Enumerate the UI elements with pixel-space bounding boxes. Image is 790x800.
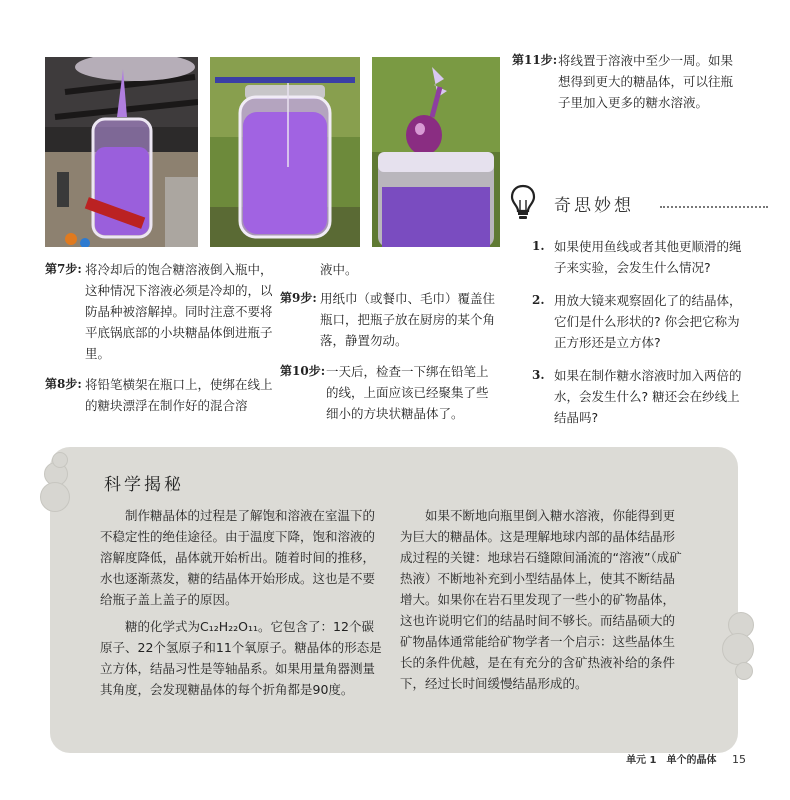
question-number: 3.	[532, 368, 545, 382]
decorative-bubble	[735, 662, 753, 680]
step-7-number: 第7步:	[45, 262, 82, 276]
page-number: 15	[732, 753, 746, 766]
question-number: 2.	[532, 293, 545, 307]
decorative-bubble	[52, 452, 68, 468]
decorative-bubble	[722, 633, 754, 665]
science-right-column	[400, 505, 685, 694]
ideas-header	[510, 182, 770, 222]
science-left-paragraph-1: 制作糖晶体的过程是了解饱和溶液在室温下的不稳定性的绝佳途径。由于温度下降，饱和溶液的溶解度降低，晶体就开始析出。随着时间的推移，水也逐渐蒸发，糖的结晶体开始形成。这也是不要给瓶子盖上盖子的原因。	[100, 508, 376, 607]
step-8	[45, 374, 280, 416]
step-8-text: 将铅笔横架在瓶口上，使绑在线上的糖块漂浮在制作好的混合溶	[85, 377, 273, 413]
step-11-number: 第11步:	[512, 53, 558, 67]
photo-grown-crystal	[372, 57, 500, 247]
lightbulb-icon	[510, 184, 536, 220]
steps-left-column	[45, 259, 280, 416]
question-number: 1.	[532, 239, 545, 253]
science-left-paragraph-2: 糖的化学式为C₁₂H₂₂O₁₁。它包含了：12个碳原子、22个氢原子和11个氧原子。糖晶体的形态是立方体，结晶习性是等轴晶系。如果用量角器测量其角度，会发现糖晶体的每个折角都是90度。	[100, 619, 382, 697]
photo-pouring-solution	[45, 57, 198, 247]
step-10-text: 一天后，检查一下绑在铅笔上的线，上面应该已经聚集了些细小的方块状糖晶体了。	[326, 364, 489, 421]
step-11-text: 将线置于溶液中至少一周。如果想得到更大的糖晶体，可以往瓶子里加入更多的糖水溶液。	[558, 53, 734, 110]
steps-middle-column	[280, 259, 500, 424]
step-10-number: 第10步:	[280, 364, 326, 378]
question-text: 用放大镜来观察固化了的结晶体，它们是什么形状的? 你会把它称为正方形还是立方体?	[554, 293, 742, 350]
science-left-column	[100, 505, 385, 700]
list-item	[530, 365, 750, 428]
step-10	[280, 361, 500, 424]
science-title: 科学揭秘	[104, 475, 184, 495]
step-7	[45, 259, 280, 364]
decorative-bubble	[40, 482, 70, 512]
step-9	[280, 288, 500, 351]
ideas-question-list	[530, 236, 750, 440]
ideas-dotted-divider	[660, 206, 768, 208]
question-text: 如果在制作糖水溶液时加入两倍的水，会发生什么? 糖还会在纱线上结晶吗?	[554, 368, 742, 425]
step-8-continuation: 液中。	[320, 262, 358, 277]
ideas-title: 奇思妙想	[554, 196, 634, 216]
page-footer	[626, 751, 746, 766]
step-11	[512, 50, 744, 113]
step-8-number: 第8步:	[45, 377, 82, 391]
footer-unit-label: 单元 1 单个的晶体	[626, 755, 717, 766]
photo-pencil-over-jar	[210, 57, 360, 247]
question-text: 如果使用鱼线或者其他更顺滑的绳子来实验，会发生什么情况?	[554, 239, 742, 275]
steps-right-column	[512, 50, 744, 113]
step-7-text: 将冷却后的饱合糖溶液倒入瓶中，这种情况下溶液必须是冷却的，以防晶种被溶解掉。同时注意不要将平底锅底部的小块糖晶体倒进瓶子里。	[85, 262, 273, 361]
step-9-number: 第9步:	[280, 291, 317, 305]
science-right-paragraph-1: 如果不断地向瓶里倒入糖水溶液，你能得到更为巨大的糖晶体。这是理解地球内部的晶体结晶形成过程的关键：地球岩石缝隙间涌流的“溶液”（成矿热液）不断地补充到小型结晶体上，使其不断结晶增大。如果你在岩石里发现了一些小的矿物晶体，这也许说明它们的结晶时间不够长。而结晶硕大的矿物晶体通常能给矿物学者一个启示：这些晶体生长的条件优越，是在有充分的含矿热液补给的条件下，经过长时间缓慢结晶形成的。	[400, 508, 682, 691]
list-item	[530, 236, 750, 278]
step-9-text: 用纸巾（或餐巾、毛巾）覆盖住瓶口，把瓶子放在厨房的某个角落，静置勿动。	[320, 291, 496, 348]
list-item	[530, 290, 750, 353]
